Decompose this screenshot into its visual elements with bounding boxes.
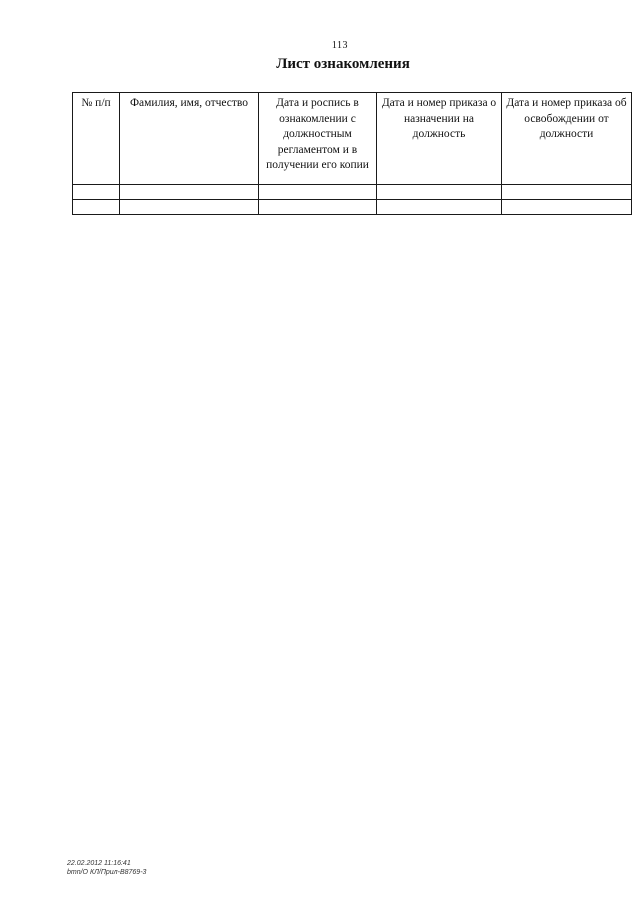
table-cell[interactable] <box>73 185 120 200</box>
table-row <box>73 185 632 200</box>
header-number: № п/п <box>73 93 120 185</box>
table-cell[interactable] <box>377 200 502 215</box>
footer-timestamp: 22.02.2012 11:16:41 <box>67 860 131 867</box>
header-appointment-order: Дата и номер приказа о назначении на должность <box>377 93 502 185</box>
table-cell[interactable] <box>502 200 632 215</box>
table-header-row <box>73 93 632 185</box>
footer-document-code: bmn/О КЛ/Прил-В8769-3 <box>67 869 147 876</box>
table-row <box>73 200 632 215</box>
table-cell[interactable] <box>73 200 120 215</box>
header-dismissal-order: Дата и номер приказа об освобождении от должности <box>502 93 632 185</box>
document-title: Лист ознакомления <box>276 56 410 72</box>
table-cell[interactable] <box>377 185 502 200</box>
table-cell[interactable] <box>502 185 632 200</box>
table-cell[interactable] <box>120 200 259 215</box>
table-cell[interactable] <box>259 200 377 215</box>
table-cell[interactable] <box>120 185 259 200</box>
acknowledgment-table <box>72 92 632 215</box>
document-footer <box>67 859 146 877</box>
table-cell[interactable] <box>259 185 377 200</box>
page-number: 113 <box>331 40 349 51</box>
header-acknowledgment-signature: Дата и роспись в ознакомлении с должностным регламентом и в получении его копии <box>259 93 377 185</box>
header-full-name: Фамилия, имя, отчество <box>120 93 259 185</box>
